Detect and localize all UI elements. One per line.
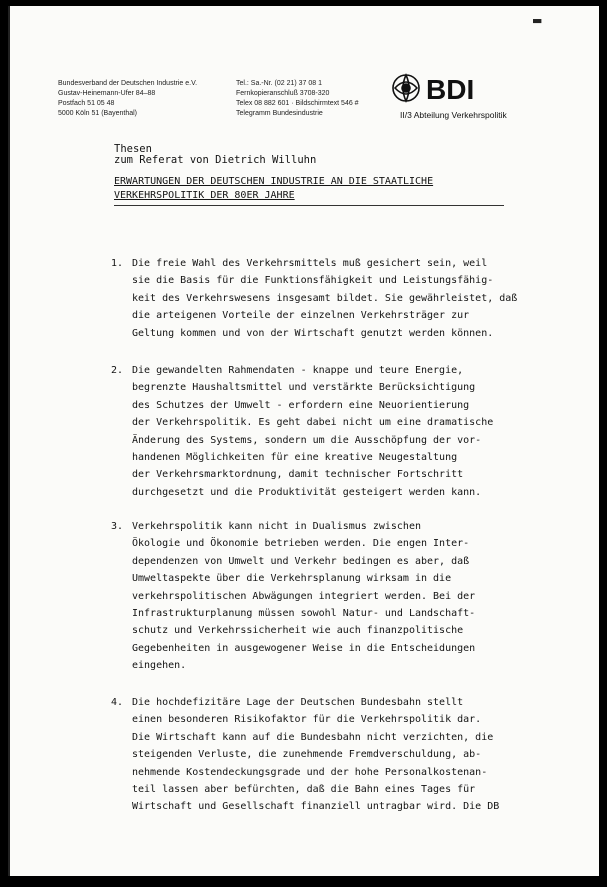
contact-line: Fernkopieranschluß 3708-320 bbox=[236, 90, 330, 97]
thesis-line: keit des Verkehrswesens insgesamt bildet. Sie gewährleistet, daß bbox=[132, 292, 518, 304]
thesis-line: Gegebenheiten in ausgewogener Weise in die Entscheidungen bbox=[132, 642, 476, 654]
thesis-line: Infrastrukturplanung müssen sowohl Natur- und Landschaft- bbox=[132, 608, 476, 620]
thesis-line: Die Wirtschaft kann auf die Bundesbahn nicht verzichten, die bbox=[132, 731, 494, 743]
thesis-number: 1. bbox=[111, 258, 124, 269]
thesen-label: Thesen bbox=[114, 143, 152, 155]
thesis-line: Wirtschaft und Gesellschaft finanziell untragbar wird. Die DB bbox=[132, 801, 500, 813]
contact-line: Telex 08 882 601 · Bildschirmtext 546 # bbox=[236, 100, 359, 107]
thesis-line: Änderung des Systems, sondern um die Ausschöpfung der vor- bbox=[132, 434, 482, 446]
sender-line: 5000 Köln 51 (Bayenthal) bbox=[58, 110, 137, 117]
thesis-line: der Verkehrspolitik. Es geht dabei nicht um eine dramatische bbox=[132, 417, 494, 429]
thesis-line: des Schutzes der Umwelt - erfordern eine Neuorientierung bbox=[132, 399, 470, 411]
thesis-body bbox=[132, 255, 517, 342]
document-headline bbox=[114, 175, 433, 203]
thesis-line: sie die Basis für die Funktionsfähigkeit und Leistungsfähig- bbox=[132, 275, 494, 287]
sender-line: Bundesverband der Deutschen Industrie e.V. bbox=[58, 80, 198, 87]
thesis-2 bbox=[111, 362, 493, 501]
thesis-line: Die hochdefizitäre Lage der Deutschen Bundesbahn stellt bbox=[132, 697, 464, 708]
thesis-line: teil lassen aber befürchten, daß die Bahn eines Tages für bbox=[132, 784, 476, 796]
bdi-emblem-icon bbox=[393, 75, 419, 101]
thesis-number: 2. bbox=[111, 365, 124, 376]
thesis-line: durchgesetzt und die Produktivität gesteigert werden kann. bbox=[132, 486, 482, 498]
logo-text: BDI bbox=[426, 74, 475, 104]
referat-line: zum Referat von Dietrich Willuhn bbox=[114, 154, 317, 166]
thesis-line: eingehen. bbox=[132, 660, 187, 672]
thesis-number: 4. bbox=[111, 697, 124, 708]
sender-address bbox=[58, 79, 197, 119]
thesis-line: die arteigenen Vorteile der einzelnen Verkehrsträger zur bbox=[132, 310, 470, 322]
contact-line: Tel.: Sa.-Nr. (02 21) 37 08 1 bbox=[236, 80, 322, 87]
thesis-line: Geltung kommen und von der Wirtschaft genutzt werden können. bbox=[132, 327, 494, 339]
thesis-line: Die gewandelten Rahmendaten - knappe und teure Energie, bbox=[132, 365, 464, 376]
thesis-body bbox=[132, 518, 475, 675]
sender-line: Postfach 51 05 48 bbox=[58, 100, 115, 107]
thesis-3 bbox=[111, 518, 475, 675]
thesis-line: Verkehrspolitik kann nicht in Dualismus zwischen bbox=[132, 521, 421, 532]
headline-rule bbox=[114, 205, 504, 206]
thesis-line: Umweltaspekte über die Verkehrsplanung wirksam in die bbox=[132, 573, 452, 585]
contact-line: Telegramm Bundesindustrie bbox=[236, 110, 323, 117]
thesis-4 bbox=[111, 694, 499, 816]
thesis-line: der Verkehrsmarktordnung, damit technischer Fortschritt bbox=[132, 469, 464, 481]
headline-line: ERWARTUNGEN DER DEUTSCHEN INDUSTRIE AN DIE STAATLICHE bbox=[114, 176, 434, 187]
thesis-body bbox=[132, 362, 493, 501]
thesis-line: Die freie Wahl des Verkehrsmittels muß gesichert sein, weil bbox=[132, 258, 488, 269]
thesis-line: steigenden Verluste, die zunehmende Fremdverschuldung, ab- bbox=[132, 749, 482, 761]
thesis-line: nehmende Kostendeckungsgrade und der hohe Personalkostenan- bbox=[132, 766, 488, 778]
thesis-1 bbox=[111, 255, 517, 342]
corner-mark: ▬ bbox=[532, 14, 543, 27]
contact-info bbox=[236, 79, 359, 119]
thesis-line: handenen Möglichkeiten für eine kreative Neugestaltung bbox=[132, 452, 458, 464]
thesis-line: schutz und Verkehrssicherheit wie auch finanzpolitische bbox=[132, 625, 464, 637]
thesis-line: Ökologie und Ökonomie betrieben werden. Die engen Inter- bbox=[132, 538, 470, 550]
sender-line: Gustav-Heinemann-Ufer 84–88 bbox=[58, 90, 156, 97]
thesis-line: verkehrspolitischen Abwägungen integriert werden. Bei der bbox=[132, 590, 476, 602]
thesis-line: einen besonderen Risikofaktor für die Verkehrspolitik dar. bbox=[132, 714, 482, 726]
bdi-logo bbox=[390, 72, 510, 104]
headline-line: VERKEHRSPOLITIK DER 80ER JAHRE bbox=[114, 190, 295, 201]
department-label: II/3 Abteilung Verkehrspolitik bbox=[400, 110, 507, 120]
thesis-line: begrenzte Haushaltsmittel und verstärkte Berücksichtigung bbox=[132, 382, 476, 394]
thesis-number: 3. bbox=[111, 521, 124, 532]
thesis-line: dependenzen von Umwelt und Verkehr bedingen es aber, daß bbox=[132, 555, 470, 567]
thesis-body bbox=[132, 694, 499, 816]
